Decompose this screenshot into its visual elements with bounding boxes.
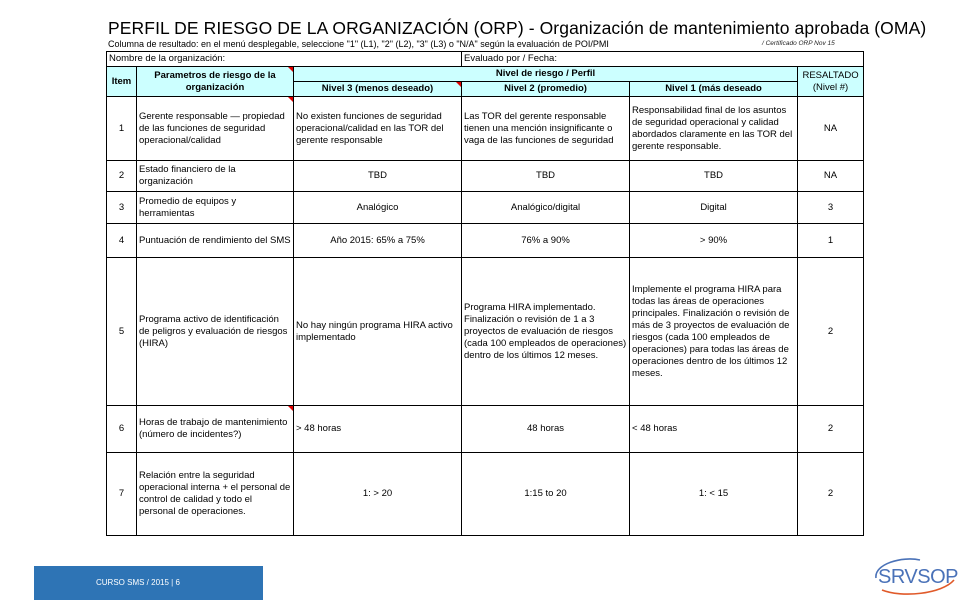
row-level1: > 90% (630, 224, 798, 258)
header-item: Item (107, 67, 137, 97)
row-parameter: Puntuación de rendimiento del SMS (137, 224, 294, 258)
row-parameter: Relación entre la seguridad operacional interna + el personal de control de calidad y todo el personal de operaciones. (137, 453, 294, 536)
row-level3: TBD (294, 161, 462, 192)
row-result[interactable]: 3 (798, 192, 864, 224)
table-row (107, 258, 864, 406)
row-result[interactable]: 2 (798, 406, 864, 453)
row-level3: > 48 horas (294, 406, 462, 453)
row-result[interactable]: 2 (798, 258, 864, 406)
table-row (107, 97, 864, 161)
row-level3: No hay ningún programa HIRA activo implementado (294, 258, 462, 406)
org-name-field[interactable]: Nombre de la organización: (107, 52, 462, 67)
risk-profile-table (106, 51, 864, 536)
row-level3: Analógico (294, 192, 462, 224)
row-parameter: Horas de trabajo de mantenimiento (número de incidentes?) (137, 406, 294, 453)
table-row (107, 161, 864, 192)
row-level2: Analógico/digital (462, 192, 630, 224)
row-item: 5 (107, 258, 137, 406)
row-level2: TBD (462, 161, 630, 192)
row-item: 3 (107, 192, 137, 224)
row-level2: Programa HIRA implementado. Finalización o revisión de 1 a 3 proyectos de evaluación de riesgos (cada 100 empleados de operaciones) dentro de los últimos 12 meses. (462, 258, 630, 406)
row-parameter: Estado financiero de la organización (137, 161, 294, 192)
row-level1: 1: < 15 (630, 453, 798, 536)
table-row (107, 453, 864, 536)
document-title: PERFIL DE RIESGO DE LA ORGANIZACIÓN (ORP) - Organización de mantenimiento aprobada (OMA) (108, 18, 927, 38)
row-item: 1 (107, 97, 137, 161)
row-level2: Las TOR del gerente responsable tienen una mención insignificante o vaga de las funciones de seguridad (462, 97, 630, 161)
certificate-note: / Certificado ORP Nov 15 (762, 40, 835, 47)
row-level1: Digital (630, 192, 798, 224)
row-level1: Implemente el programa HIRA para todas las áreas de operaciones principales. Finalización o revisión de más de 3 proyectos de evaluación de riesgos (cada 100 empleados de operaciones) para todas las áreas de operaciones dentro de los últimos 12 meses. (630, 258, 798, 406)
row-level2: 48 horas (462, 406, 630, 453)
row-result[interactable]: NA (798, 161, 864, 192)
row-level1: Responsabilidad final de los asuntos de seguridad operacional y calidad abordados claramente en las TOR del gerente responsable. (630, 97, 798, 161)
row-item: 7 (107, 453, 137, 536)
footer-text: CURSO SMS / 2015 | 6 (96, 578, 180, 587)
table-row (107, 224, 864, 258)
row-parameter: Promedio de equipos y herramientas (137, 192, 294, 224)
header-level1: Nivel 1 (más deseado (630, 82, 798, 97)
row-result[interactable]: 2 (798, 453, 864, 536)
row-result[interactable]: 1 (798, 224, 864, 258)
row-item: 4 (107, 224, 137, 258)
row-level3: No existen funciones de seguridad operacional/calidad en las TOR del gerente responsable (294, 97, 462, 161)
row-result[interactable]: NA (798, 97, 864, 161)
header-result: RESALTADO (Nivel #) (798, 67, 864, 97)
row-level1: < 48 horas (630, 406, 798, 453)
row-item: 2 (107, 161, 137, 192)
table-row (107, 406, 864, 453)
row-level1: TBD (630, 161, 798, 192)
row-level3: 1: > 20 (294, 453, 462, 536)
srvsop-logo: SRVSOP (878, 566, 958, 588)
table-row (107, 192, 864, 224)
header-level3: Nivel 3 (menos deseado) (294, 82, 462, 97)
header-parameters: Parametros de riesgo de la organización (137, 67, 294, 97)
row-parameter: Gerente responsable — propiedad de las funciones de seguridad operacional/calidad (137, 97, 294, 161)
row-level2: 1:15 to 20 (462, 453, 630, 536)
header-risk-level: Nivel de riesgo / Perfil (294, 67, 798, 82)
row-item: 6 (107, 406, 137, 453)
row-parameter: Programa activo de identificación de peligros y evaluación de riesgos (HIRA) (137, 258, 294, 406)
header-row-1 (107, 67, 864, 82)
instructions-text: Columna de resultado: en el menú desplegable, seleccione "1" (L1), "2" (L2), "3" (L3) o "N/A" según la evaluación de POI/PMI (108, 39, 609, 49)
org-name-row (107, 52, 864, 67)
row-level2: 76% a 90% (462, 224, 630, 258)
row-level3: Año 2015: 65% a 75% (294, 224, 462, 258)
evaluated-by-field[interactable]: Evaluado por / Fecha: (462, 52, 864, 67)
header-level2: Nivel 2 (promedio) (462, 82, 630, 97)
